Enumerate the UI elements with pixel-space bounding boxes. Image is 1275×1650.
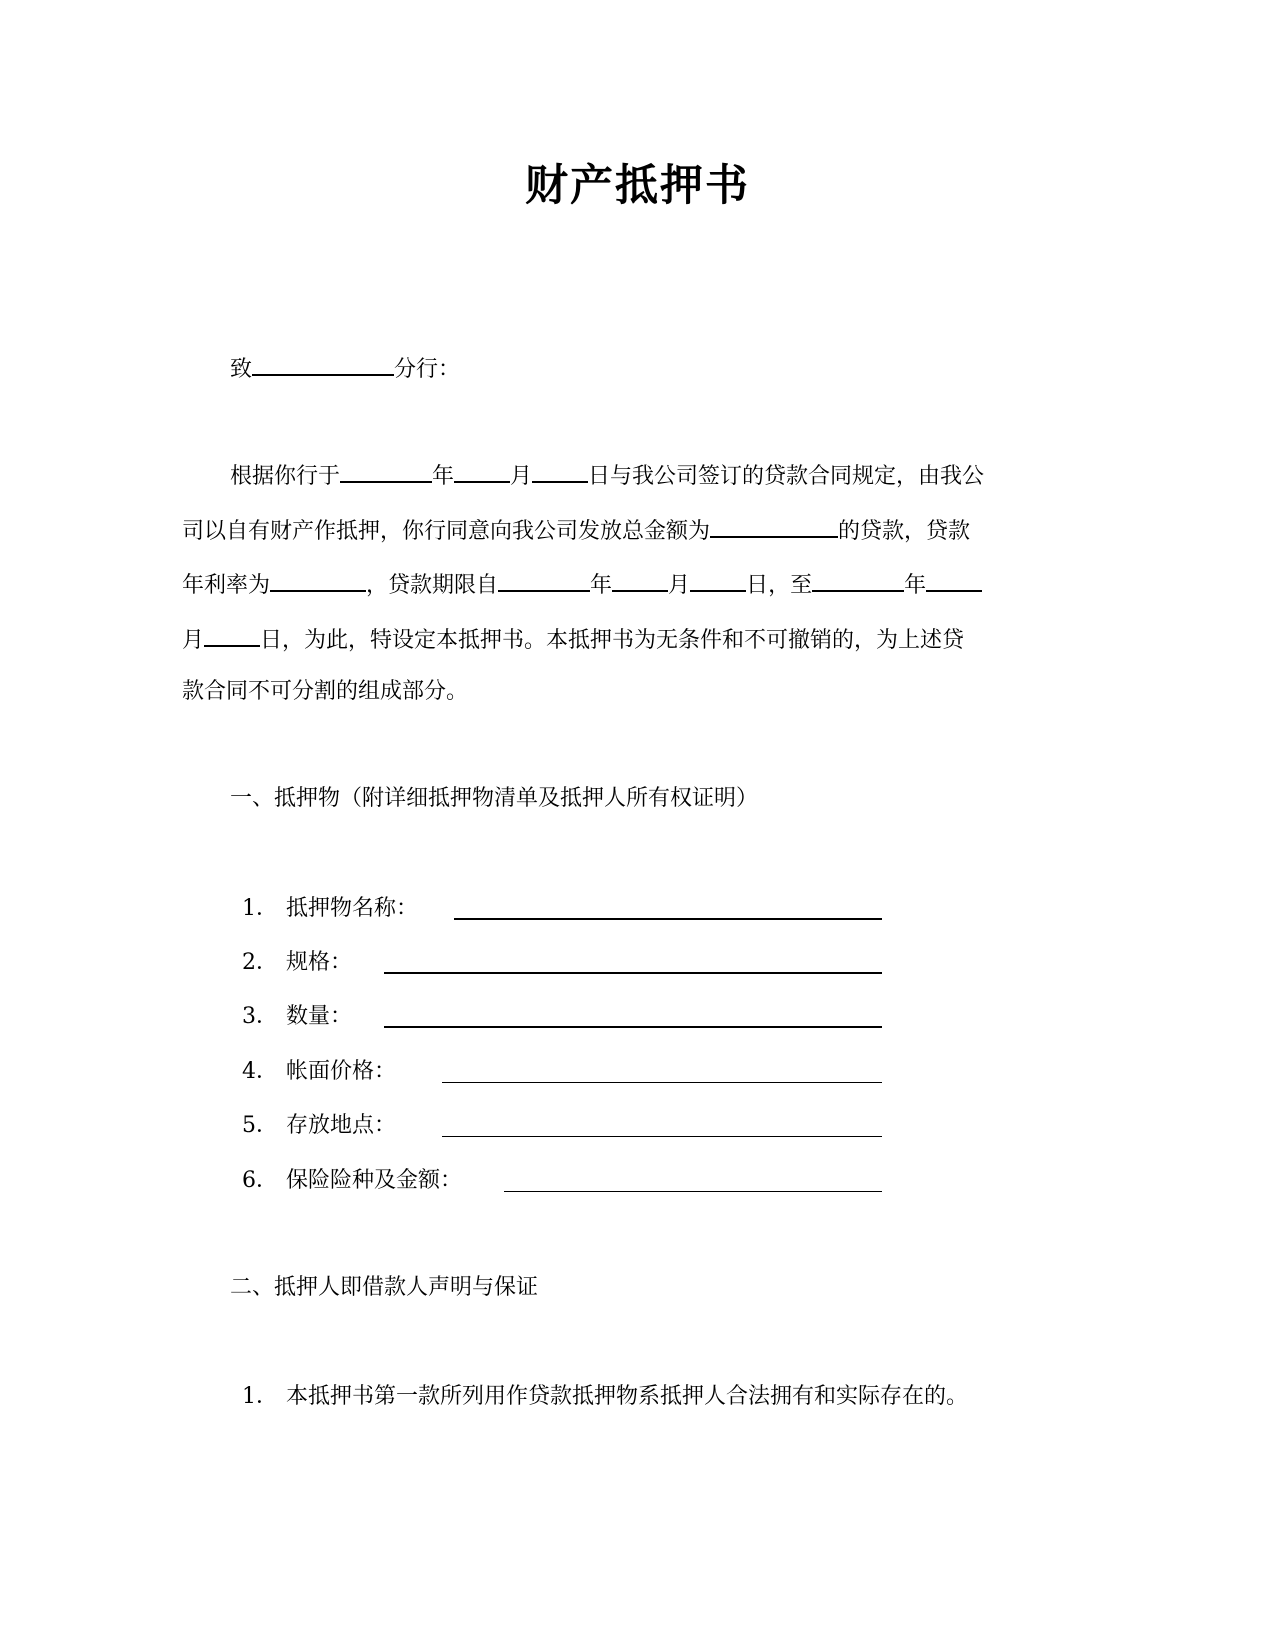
interest-rate-blank[interactable] xyxy=(270,568,366,592)
section-2-heading: 二、抵押人即借款人声明与保证 xyxy=(230,1275,539,1300)
item-number: 3． xyxy=(242,1004,278,1029)
item-number: 1． xyxy=(242,896,278,921)
item-label: 抵押物名称： xyxy=(286,896,419,921)
declaration-item-1 xyxy=(242,1382,968,1412)
intro-text: 根据你行于 xyxy=(230,464,341,489)
item-label: 规格： xyxy=(286,950,353,975)
intro-text: 月 xyxy=(182,628,205,653)
document-title: 财产抵押书 xyxy=(525,161,750,211)
contract-year-blank[interactable] xyxy=(340,459,432,483)
intro-text: 年 xyxy=(590,573,613,598)
storage-location-row xyxy=(242,1111,882,1141)
intro-text: 日，为此，特设定本抵押书。本抵押书为无条件和不可撤销的，为上述贷 xyxy=(260,628,965,653)
item-label: 帐面价格： xyxy=(286,1059,397,1084)
intro-text: 年 xyxy=(904,573,927,598)
item-number: 5． xyxy=(242,1113,278,1138)
collateral-name-row xyxy=(242,894,882,924)
salutation-prefix: 致 xyxy=(230,357,253,382)
salutation-suffix: 分行： xyxy=(394,357,461,382)
item-label: 数量： xyxy=(286,1004,353,1029)
intro-text: ，贷款期限自 xyxy=(366,573,499,598)
intro-text: 月 xyxy=(668,573,691,598)
intro-text: 司以自有财产作抵押，你行同意向我公司发放总金额为 xyxy=(182,519,711,544)
loan-amount-blank[interactable] xyxy=(710,514,838,538)
intro-line-4 xyxy=(182,623,964,656)
item-label: 存放地点： xyxy=(286,1113,397,1138)
insurance-row xyxy=(242,1166,882,1196)
collateral-name-blank[interactable] xyxy=(454,918,882,920)
intro-line-1 xyxy=(230,459,984,492)
end-month-blank[interactable] xyxy=(926,568,982,592)
declaration-text: 本抵押书第一款所列用作贷款抵押物系抵押人合法拥有和实际存在的。 xyxy=(286,1384,969,1409)
book-value-blank[interactable] xyxy=(442,1082,882,1083)
item-number: 6． xyxy=(242,1168,278,1193)
item-number: 1． xyxy=(242,1384,278,1409)
item-label: 保险险种及金额： xyxy=(286,1168,463,1193)
quantity-row xyxy=(242,1002,882,1032)
intro-text: 日与我公司签订的贷款合同规定，由我公 xyxy=(588,464,985,489)
start-month-blank[interactable] xyxy=(612,568,668,592)
intro-text: 月 xyxy=(510,464,533,489)
salutation xyxy=(230,352,460,385)
specification-blank[interactable] xyxy=(384,972,882,974)
specification-row xyxy=(242,948,882,978)
intro-line-3 xyxy=(182,568,982,601)
item-number: 4． xyxy=(242,1059,278,1084)
quantity-blank[interactable] xyxy=(384,1026,882,1028)
end-day-blank[interactable] xyxy=(204,623,260,647)
contract-month-blank[interactable] xyxy=(454,459,510,483)
intro-text: 的贷款，贷款 xyxy=(838,519,971,544)
start-year-blank[interactable] xyxy=(498,568,590,592)
contract-day-blank[interactable] xyxy=(532,459,588,483)
branch-name-blank[interactable] xyxy=(252,352,394,376)
intro-line-2 xyxy=(182,514,970,547)
intro-text: 年利率为 xyxy=(182,573,271,598)
start-day-blank[interactable] xyxy=(690,568,746,592)
intro-line-5: 款合同不可分割的组成部分。 xyxy=(182,679,469,704)
book-value-row xyxy=(242,1057,882,1087)
intro-text: 日，至 xyxy=(746,573,813,598)
item-number: 2． xyxy=(242,950,278,975)
storage-location-blank[interactable] xyxy=(442,1136,882,1137)
insurance-blank[interactable] xyxy=(504,1191,882,1192)
intro-text: 年 xyxy=(432,464,455,489)
end-year-blank[interactable] xyxy=(812,568,904,592)
section-1-heading: 一、抵押物（附详细抵押物清单及抵押人所有权证明） xyxy=(230,786,759,811)
